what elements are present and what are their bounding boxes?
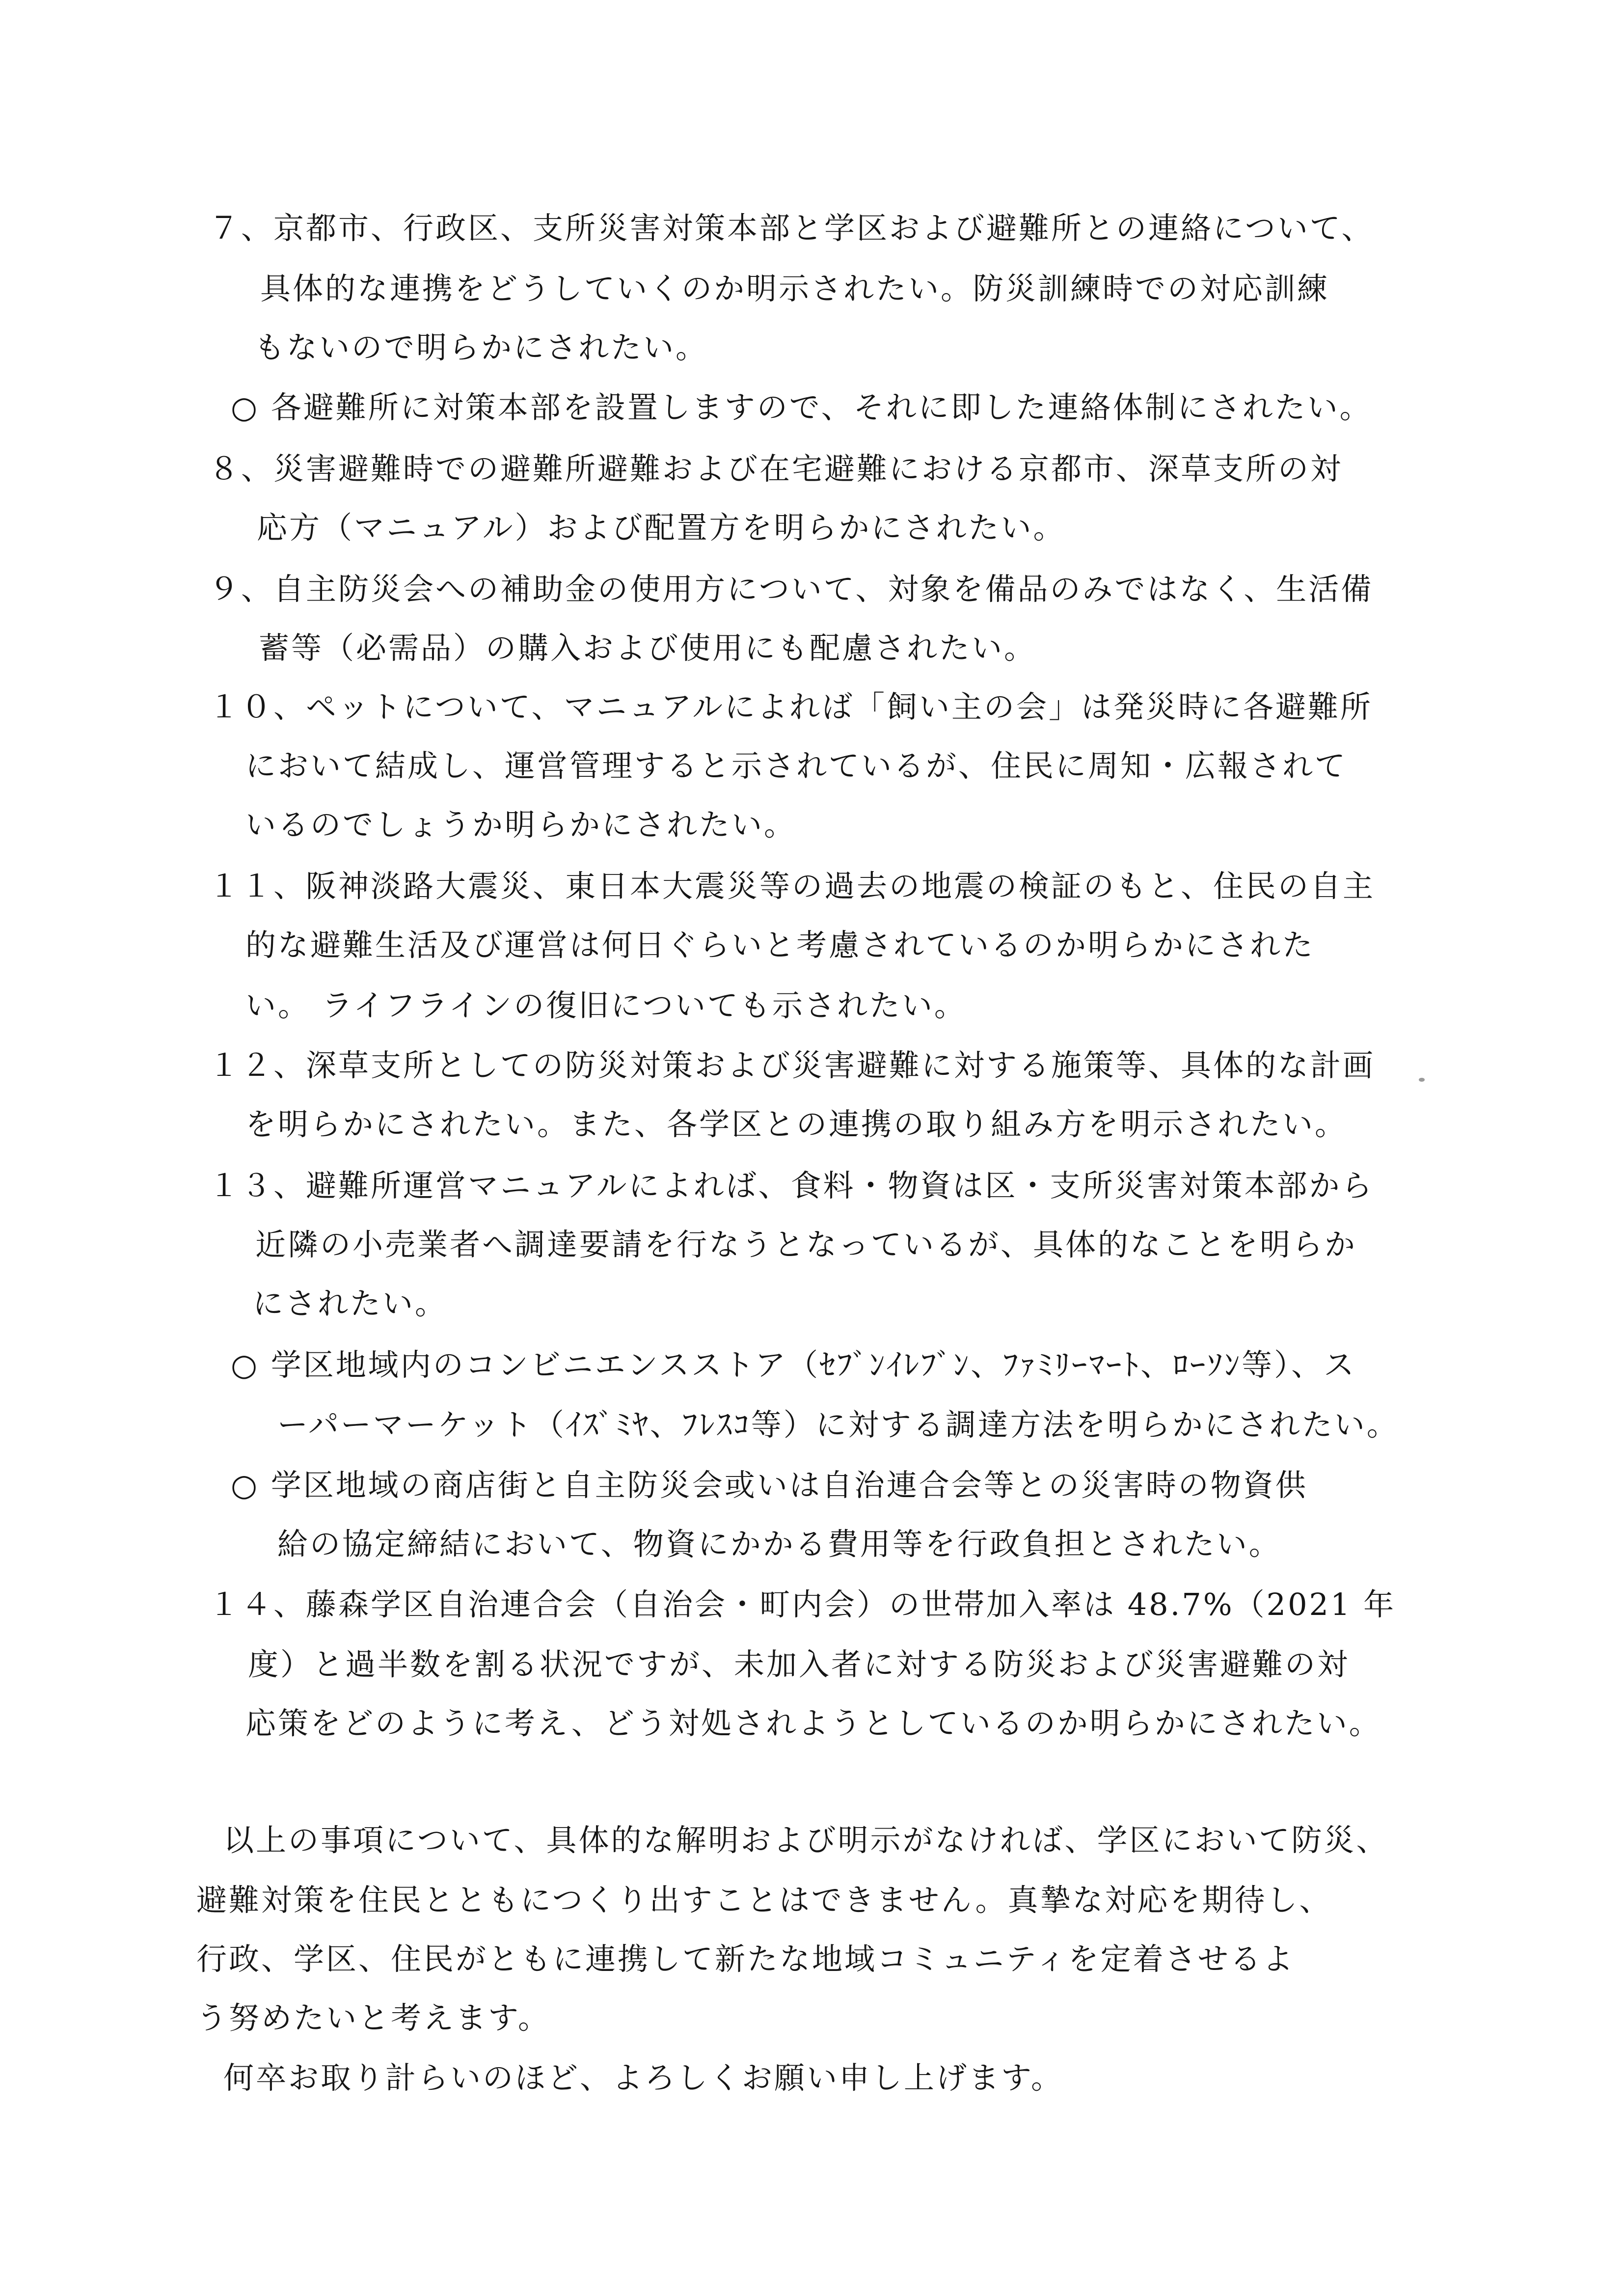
- item-10-line-2: において結成し、運営管理すると示されているが、住民に周知・広報されて: [245, 748, 1348, 784]
- bullet-convenience-stores-line-2: ーパーマーケット（ｲｽﾞﾐﾔ、ﾌﾚｽｺ等）に対する調達方法を明らかにされたい。: [277, 1407, 1399, 1443]
- item-13-line-1: １３、避難所運営マニュアルによれば、食料・物資は区・支所災害対策本部から: [209, 1168, 1374, 1203]
- item-13-line-2: 近隣の小売業者へ調達要請を行なうとなっているが、具体的なことを明らか: [255, 1227, 1357, 1262]
- bullet-shopping-street-line-2: 給の協定締結において、物資にかかる費用等を行政負担とされたい。: [277, 1526, 1281, 1562]
- item-11-line-1: １１、阪神淡路大震災、東日本大震災等の過去の地震の検証のもと、住民の自主: [209, 868, 1376, 904]
- item-12-line-1: １２、深草支所としての防災対策および災害避難に対する施策等、具体的な計画: [209, 1047, 1376, 1083]
- closing-line-3: 行政、学区、住民がともに連携して新たな地域コミュニティを定着させるよ: [196, 1941, 1295, 1977]
- closing-line-5: 何卒お取り計らいのほど、よろしくお願い申し上げます。: [223, 2060, 1064, 2096]
- item-11-line-3: い。 ライフラインの復旧についても示されたい。: [245, 987, 967, 1023]
- bullet-contact-system-line-1: ○ 各避難所に対策本部を設置しますので、それに即した連絡体制にされたい。: [231, 389, 1372, 425]
- item-7-line-2: 具体的な連携をどうしていくのか明示されたい。防災訓練時での対応訓練: [260, 271, 1330, 306]
- item-7-line-3: もないので明らかにされたい。: [254, 329, 708, 365]
- item-8-line-2: 応方（マニュアル）および配置方を明らかにされたい。: [257, 510, 1066, 546]
- item-14-line-2: 度）と過半数を割る状況ですが、未加入者に対する防災および災害避難の対: [248, 1646, 1350, 1682]
- closing-line-1: 以上の事項について、具体的な解明および明示がなければ、学区において防災、: [223, 1822, 1389, 1858]
- item-10-line-1: １０、ペットについて、マニュアルによれば「飼い主の会」は発災時に各避難所: [209, 689, 1373, 725]
- scan-speck: [1419, 1078, 1425, 1082]
- closing-line-4: う努めたいと考えます。: [196, 2000, 551, 2036]
- item-9-line-1: ９、自主防災会への補助金の使用方について、対象を備品のみではなく、生活備: [209, 571, 1374, 607]
- item-7-line-1: ７、京都市、行政区、支所災害対策本部と学区および避難所との連絡について、: [209, 210, 1374, 246]
- item-10-line-3: いるのでしょうか明らかにされたい。: [245, 807, 797, 843]
- item-14-line-3: 応策をどのように考え、どう対処されようとしているのか明らかにされたい。: [245, 1705, 1381, 1741]
- item-11-line-2: 的な避難生活及び運営は何日ぐらいと考慮されているのか明らかにされた: [245, 927, 1315, 963]
- bullet-shopping-street-line-1: ○ 学区地域の商店街と自主防災会或いは自治連合会等との災害時の物資供: [231, 1467, 1308, 1503]
- item-12-line-2: を明らかにされたい。また、各学区との連携の取り組み方を明示されたい。: [245, 1106, 1348, 1142]
- item-14-line-1: １４、藤森学区自治連合会（自治会・町内会）の世帯加入率は 48.7%（2021 年: [209, 1586, 1396, 1622]
- closing-line-2: 避難対策を住民とともにつくり出すことはできません。真摯な対応を期待し、: [196, 1882, 1332, 1918]
- item-9-line-2: 蓄等（必需品）の購入および使用にも配慮されたい。: [259, 630, 1037, 666]
- item-8-line-1: ８、災害避難時での避難所避難および在宅避難における京都市、深草支所の対: [209, 451, 1343, 487]
- bullet-convenience-stores-line-1: ○ 学区地域内のコンビニエンスストア（ｾﾌﾞﾝｲﾚﾌﾞﾝ、ﾌｧﾐﾘｰﾏｰﾄ、ﾛｰｿﾝ等）、ス: [231, 1347, 1356, 1383]
- item-13-line-3: にされたい。: [253, 1285, 448, 1321]
